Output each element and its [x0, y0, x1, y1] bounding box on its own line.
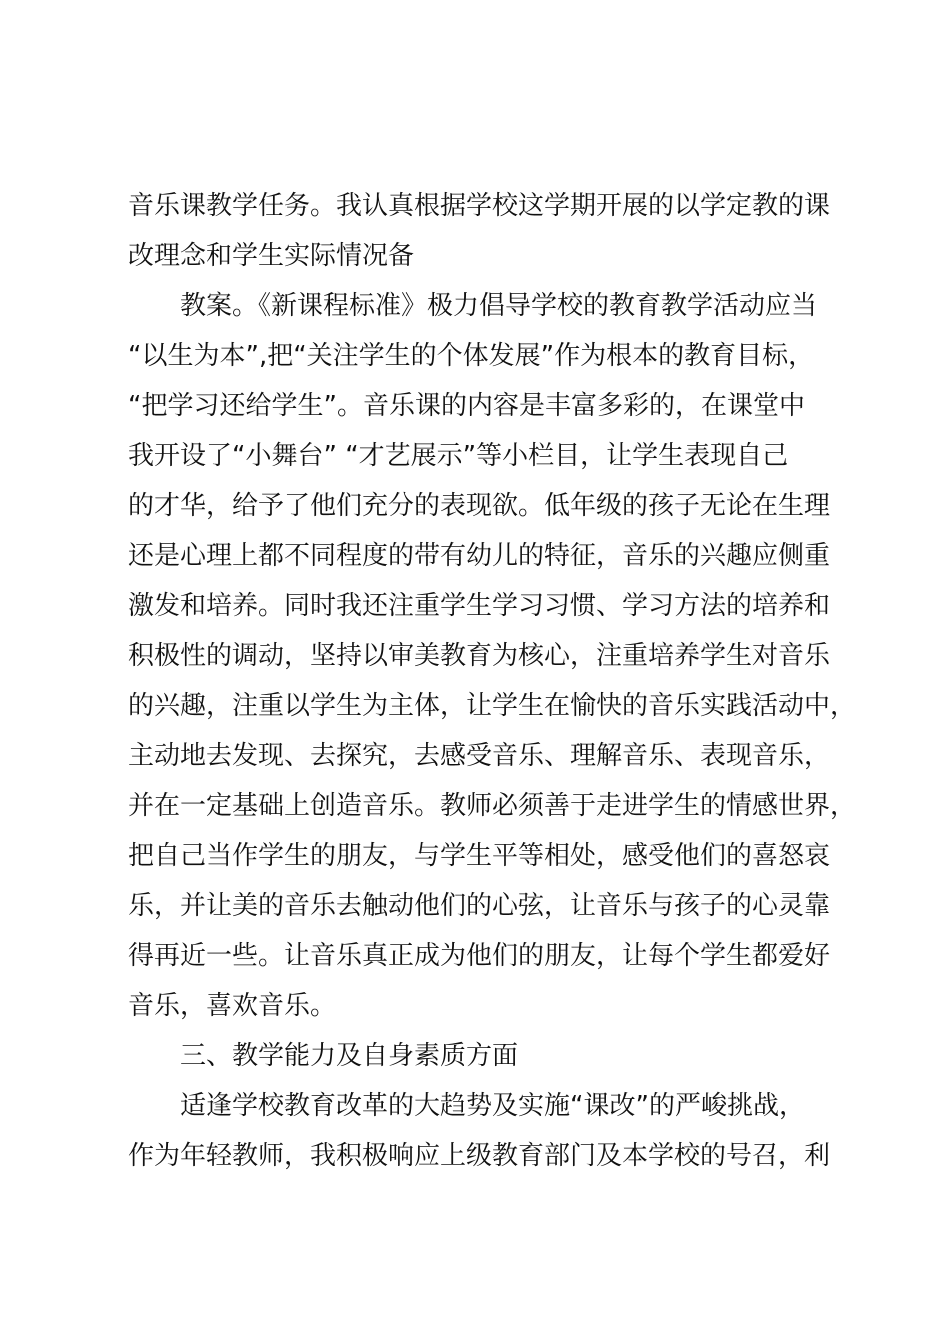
text-line: 积极性的调动，坚持以审美教育为核心，注重培养学生对音乐: [128, 641, 831, 671]
document-body: [128, 181, 858, 1181]
text-line: “以生为本”,把“关注学生的个体发展”作为根本的教育目标，: [128, 341, 815, 371]
text-line: 乐，并让美的音乐去触动他们的心弦，让音乐与孩子的心灵靠: [128, 891, 831, 921]
text-line: 改理念和学生实际情况备: [128, 241, 415, 271]
text-line: 主动地去发现、去探究，去感受音乐、理解音乐、表现音乐，: [128, 741, 831, 771]
section-heading: 三、教学能力及自身素质方面: [180, 1041, 519, 1071]
text-line: 我开设了“小舞台” “才艺展示”等小栏目，让学生表现自己: [128, 441, 789, 471]
text-line: 教案。《新课程标准》极力倡导学校的教育教学活动应当: [180, 291, 818, 321]
text-line: 音乐，喜欢音乐。: [128, 991, 337, 1021]
text-line: 把自己当作学生的朋友，与学生平等相处，感受他们的喜怒哀: [128, 841, 831, 871]
text-line: 适逢学校教育改革的大趋势及实施“课改”的严峻挑战，: [180, 1091, 805, 1121]
text-line: 得再近一些。让音乐真正成为他们的朋友，让每个学生都爱好: [128, 941, 831, 971]
text-line: 并在一定基础上创造音乐。教师必须善于走进学生的情感世界，: [128, 791, 857, 821]
text-line: 音乐课教学任务。我认真根据学校这学期开展的以学定教的课: [128, 191, 831, 221]
text-line: 还是心理上都不同程度的带有幼儿的特征，音乐的兴趣应侧重: [128, 541, 831, 571]
text-line: “把学习还给学生”。音乐课的内容是丰富多彩的，在课堂中: [128, 391, 805, 421]
text-line: 的才华，给予了他们充分的表现欲。低年级的孩子无论在生理: [128, 491, 831, 521]
text-line: 作为年轻教师，我积极响应上级教育部门及本学校的号召，利: [128, 1141, 831, 1171]
text-line: 的兴趣，注重以学生为主体，让学生在愉快的音乐实践活动中，: [128, 691, 857, 721]
text-line: 激发和培养。同时我还注重学生学习习惯、学习方法的培养和: [128, 591, 831, 621]
